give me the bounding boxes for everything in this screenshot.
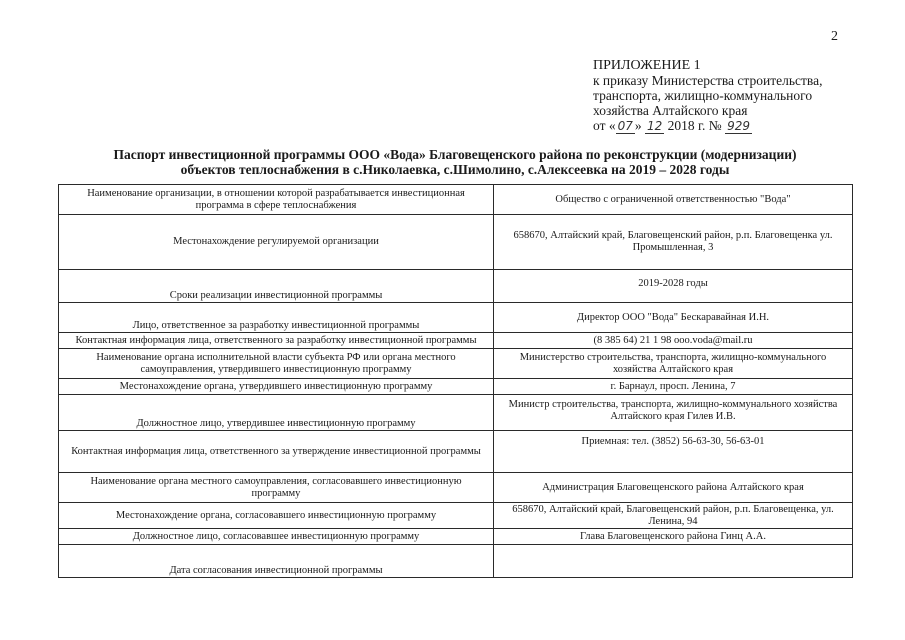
row-value: Администрация Благовещенского района Алтайского края <box>494 473 853 503</box>
row-value: Общество с ограниченной ответственностью "Вода" <box>494 185 853 215</box>
row-label: Местонахождение регулируемой организации <box>59 215 494 270</box>
table-row <box>59 379 853 395</box>
row-label: Контактная информация лица, ответственного за разработку инвестиционной программы <box>59 333 494 349</box>
table-row <box>59 303 853 333</box>
row-value <box>494 545 853 578</box>
row-value: (8 385 64) 21 1 98 ooo.voda@mail.ru <box>494 333 853 349</box>
appendix-line: к приказу Министерства строительства, <box>593 73 823 88</box>
row-value: Глава Благовещенского района Гинц А.А. <box>494 529 853 545</box>
appendix-line: транспорта, жилищно-коммунального <box>593 88 813 103</box>
page-number: 2 <box>831 29 838 44</box>
document-title-line: Паспорт инвестиционной программы ООО «Вода» Благовещенского района по реконструкции (модернизации) <box>113 147 797 162</box>
order-date-line <box>593 118 853 134</box>
row-value: 658670, Алтайский край, Благовещенский район, р.п. Благовещенка ул. Промышленная, 3 <box>494 215 853 270</box>
row-label: Сроки реализации инвестиционной программы <box>59 270 494 303</box>
row-value: г. Барнаул, просп. Ленина, 7 <box>494 379 853 395</box>
row-label: Должностное лицо, согласовавшее инвестиционную программу <box>59 529 494 545</box>
table-row <box>59 395 853 431</box>
passport-table <box>58 184 853 578</box>
row-label: Должностное лицо, утвердившее инвестиционную программу <box>59 395 494 431</box>
table-row <box>59 545 853 578</box>
row-value: Приемная: тел. (3852) 56-63-30, 56-63-01 <box>494 431 853 473</box>
table-row <box>59 215 853 270</box>
order-number: 929 <box>727 119 750 133</box>
row-label: Местонахождение органа, утвердившего инвестиционную программу <box>59 379 494 395</box>
table-row <box>59 503 853 529</box>
document-title <box>60 147 850 177</box>
order-year: 2018 г. № <box>667 118 722 133</box>
table-row <box>59 529 853 545</box>
row-label: Контактная информация лица, ответственного за утверждение инвестиционной программы <box>59 431 494 473</box>
row-value: 2019-2028 годы <box>494 270 853 303</box>
row-label: Местонахождение органа, согласовавшего инвестиционную программу <box>59 503 494 529</box>
date-prefix: от « <box>593 118 616 133</box>
table-row <box>59 185 853 215</box>
table-row <box>59 473 853 503</box>
appendix-header <box>593 58 853 134</box>
table-row <box>59 270 853 303</box>
table-row <box>59 333 853 349</box>
row-label: Наименование органа исполнительной власти субъекта РФ или органа местного самоуправления, утвердившего инвестиционную программу <box>59 349 494 379</box>
row-label: Лицо, ответственное за разработку инвестиционной программы <box>59 303 494 333</box>
table-row <box>59 349 853 379</box>
order-month: 12 <box>647 119 663 133</box>
row-value: Директор ООО "Вода" Бескаравайная И.Н. <box>494 303 853 333</box>
date-mid: » <box>634 118 642 133</box>
row-value: Министерство строительства, транспорта, жилищно-коммунального хозяйства Алтайского края <box>494 349 853 379</box>
appendix-line: хозяйства Алтайского края <box>593 103 748 118</box>
table-row <box>59 431 853 473</box>
row-value: 658670, Алтайский край, Благовещенский район, р.п. Благовещенка, ул. Ленина, 94 <box>494 503 853 529</box>
row-label: Наименование организации, в отношении которой разрабатывается инвестиционная программа в сфере теплоснабжения <box>59 185 494 215</box>
document-title-line: объектов теплоснабжения в с.Николаевка, с.Шимолино, с.Алексеевка на 2019 – 2028 годы <box>180 162 730 177</box>
row-label: Наименование органа местного самоуправления, согласовавшего инвестиционную программу <box>59 473 494 503</box>
appendix-title: ПРИЛОЖЕНИЕ 1 <box>593 58 701 73</box>
row-label: Дата согласования инвестиционной программы <box>59 545 494 578</box>
order-day: 07 <box>617 119 633 133</box>
row-value: Министр строительства, транспорта, жилищно-коммунального хозяйства Алтайского края Гилев И.В. <box>494 395 853 431</box>
